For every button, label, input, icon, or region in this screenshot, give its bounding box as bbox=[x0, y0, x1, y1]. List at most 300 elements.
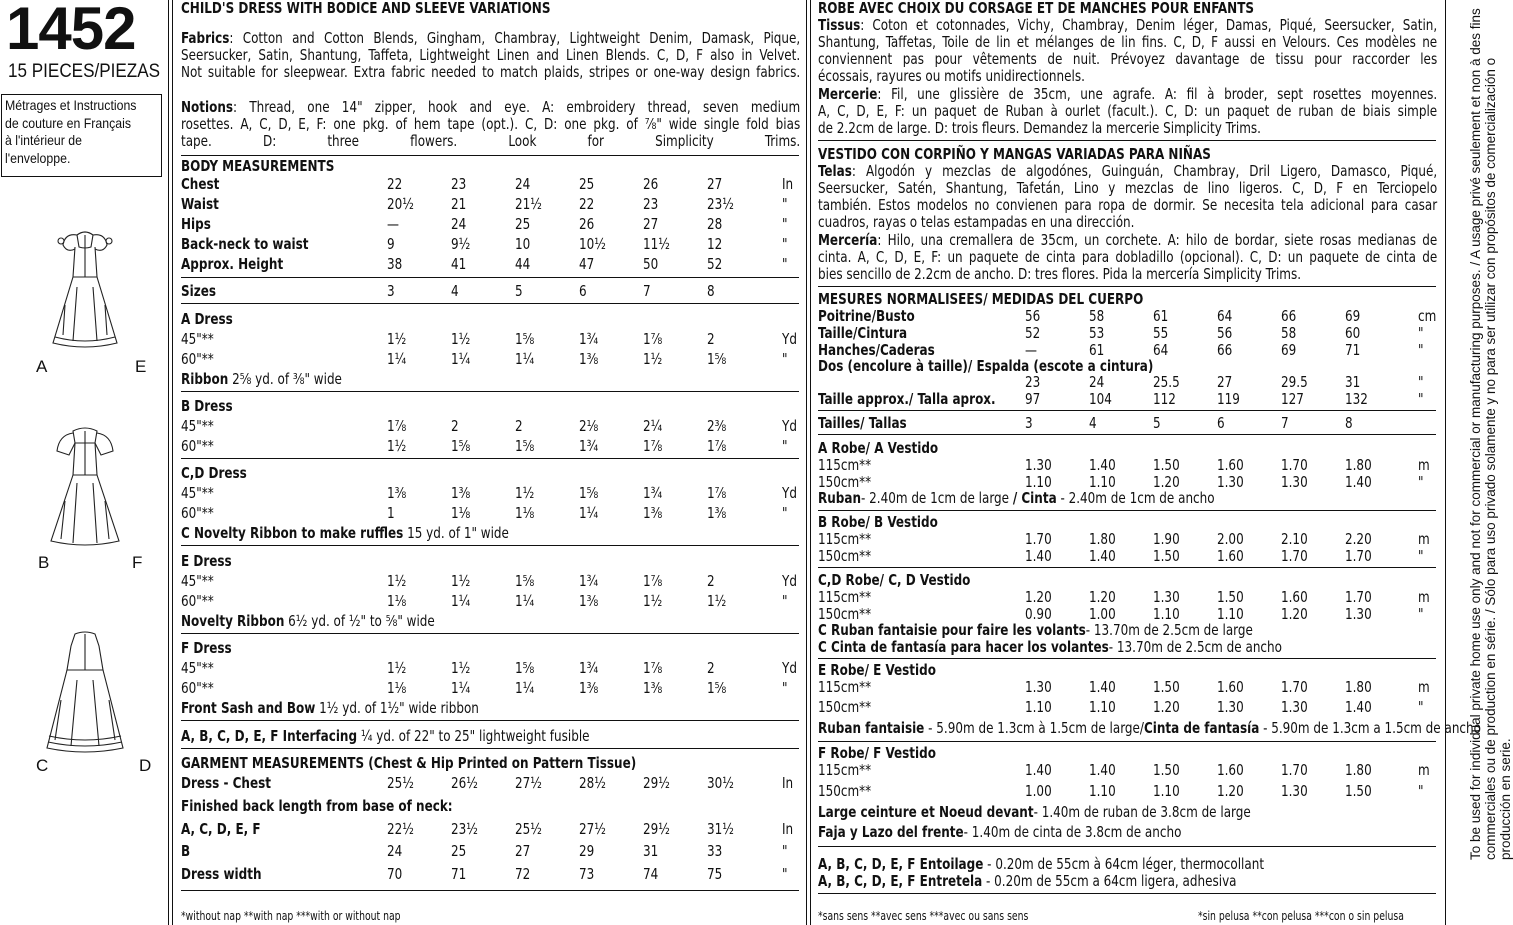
note-bold: Faja y Lazo del frente bbox=[818, 823, 964, 841]
unit: " bbox=[782, 437, 788, 455]
cell: 1½ bbox=[451, 659, 471, 677]
cell: 2 bbox=[515, 417, 523, 435]
paragraph-line bbox=[818, 232, 1437, 249]
cell: 1.80 bbox=[1345, 761, 1372, 779]
cell: 1.60 bbox=[1217, 547, 1244, 565]
note bbox=[818, 639, 1282, 656]
row-label: 45"** bbox=[181, 417, 214, 435]
cell: 2¼ bbox=[643, 417, 663, 435]
cell: 1¼ bbox=[515, 679, 535, 697]
cell: 38 bbox=[387, 255, 403, 273]
cell: 27 bbox=[643, 215, 659, 233]
cell: 25 bbox=[451, 842, 467, 860]
row-label: Approx. Height bbox=[181, 255, 284, 273]
note-text: - 5.90m de 1.3cm a 1.5cm de ancho bbox=[1259, 719, 1481, 737]
unit: " bbox=[782, 865, 788, 883]
cell: 1.60 bbox=[1217, 456, 1244, 474]
cell: 1.30 bbox=[1281, 782, 1308, 800]
paragraph-line bbox=[181, 30, 800, 47]
cell: 1.50 bbox=[1153, 456, 1180, 474]
cell: 1.30 bbox=[1281, 698, 1308, 716]
note-text: - 13.70m de 2.5cm de ancho bbox=[1108, 638, 1282, 656]
paragraph-label: Telas bbox=[818, 162, 852, 180]
cell: 72 bbox=[515, 865, 531, 883]
paragraph-line bbox=[818, 266, 1437, 283]
french-instructions-box bbox=[1, 94, 162, 177]
height-label: Taille approx./ Talla aprox. bbox=[818, 390, 996, 408]
rule bbox=[818, 741, 1436, 742]
divider bbox=[810, 0, 811, 925]
cell: 50 bbox=[643, 255, 659, 273]
cell: 1.20 bbox=[1153, 698, 1180, 716]
en-footnote: *without nap **with nap ***with or without nap bbox=[181, 909, 401, 923]
cell: 26 bbox=[579, 215, 595, 233]
unit: Yd bbox=[782, 659, 797, 677]
cell: 1⅜ bbox=[451, 484, 471, 502]
cell: 1.40 bbox=[1089, 678, 1116, 696]
cell: 1.10 bbox=[1089, 473, 1116, 491]
f-title: F Dress bbox=[181, 639, 232, 657]
french-box-line: Métrages et Instructions bbox=[5, 97, 137, 113]
cell: 132 bbox=[1345, 390, 1368, 408]
unit: " bbox=[782, 255, 788, 273]
cell: 52 bbox=[1025, 324, 1041, 342]
cell: 1⅝ bbox=[515, 572, 535, 590]
rule bbox=[818, 140, 1436, 141]
cell: 44 bbox=[515, 255, 531, 273]
size: 8 bbox=[707, 282, 715, 300]
note-text: - 0.20m de 55cm à 64cm léger, thermocollant bbox=[983, 855, 1265, 873]
a-title: A Dress bbox=[181, 310, 233, 328]
note-bold: C Ruban fantaisie pour faire les volants bbox=[818, 621, 1086, 639]
unit: " bbox=[782, 842, 788, 860]
note-text: 1½ yd. of 1½" wide ribbon bbox=[315, 699, 479, 717]
finished-label: Finished back length from base of neck: bbox=[181, 797, 453, 815]
cell: 1½ bbox=[387, 572, 407, 590]
cell: 1.80 bbox=[1345, 678, 1372, 696]
row-label: 150cm** bbox=[818, 473, 872, 491]
cell: 64 bbox=[1153, 341, 1169, 359]
cell: 10½ bbox=[579, 235, 606, 253]
cell: 9½ bbox=[451, 235, 471, 253]
row-label: Back-neck to waist bbox=[181, 235, 309, 253]
paragraph-text: Seersucker, Satén, Shantung, Tafetán, Lino y mezclas de lino ligeros. C, D, F en Terciopelo bbox=[818, 179, 1438, 197]
note bbox=[818, 804, 1251, 821]
dos-label: Dos (encolure à taille)/ Espalda (escote a cintura) bbox=[818, 357, 1154, 375]
metric-f-title: F Robe/ F Vestido bbox=[818, 744, 936, 762]
rule bbox=[181, 890, 799, 891]
cell: 1⅞ bbox=[707, 484, 727, 502]
note-bold: A, B, C, D, E, F Entoilage bbox=[818, 855, 984, 873]
cell: 1.30 bbox=[1025, 456, 1052, 474]
cell: 1.70 bbox=[1345, 547, 1372, 565]
cell: 1½ bbox=[515, 484, 535, 502]
rule bbox=[181, 458, 799, 459]
cell: 1½ bbox=[387, 330, 407, 348]
note-text: - 1.40m de ruban de 3.8cm de large bbox=[1033, 803, 1251, 821]
note-bold: Ruban fantaisie bbox=[818, 719, 925, 737]
note-bold: Large ceinture et Noeud devant bbox=[818, 803, 1034, 821]
cell: 1.50 bbox=[1345, 782, 1372, 800]
cell: 64 bbox=[1217, 307, 1233, 325]
row-label: 150cm** bbox=[818, 547, 872, 565]
paragraph-line bbox=[818, 68, 1437, 85]
cell: 28 bbox=[707, 215, 723, 233]
row-label: 45"** bbox=[181, 330, 214, 348]
unit: " bbox=[782, 235, 788, 253]
cell: 1.20 bbox=[1153, 473, 1180, 491]
unit: m bbox=[1418, 678, 1430, 696]
note bbox=[818, 490, 1215, 507]
note-text: ¼ yd. of 22" to 25" lightweight fusible bbox=[357, 727, 590, 745]
cell: 1½ bbox=[707, 592, 727, 610]
note-text: 6½ yd. of ½" to ⅝" wide bbox=[284, 612, 435, 630]
cell: 1.00 bbox=[1025, 782, 1052, 800]
cell: 58 bbox=[1089, 307, 1105, 325]
paragraph-line bbox=[818, 86, 1437, 103]
cell: 1⅞ bbox=[643, 330, 663, 348]
spanish-title: VESTIDO CON CORPIÑO Y MANGAS VARIADAS PARA NIÑAS bbox=[818, 145, 1211, 163]
size: 7 bbox=[643, 282, 651, 300]
cell: 2 bbox=[707, 659, 715, 677]
paragraph-text: Not suitable for sleepwear. Extra fabric needed to match plaids, stripes or one-way design fabrics. bbox=[181, 63, 801, 81]
paragraph-line bbox=[818, 17, 1437, 34]
row-label: Dress - Chest bbox=[181, 774, 271, 792]
metric-sizes-label: Tailles/ Tallas bbox=[818, 414, 907, 432]
unit: " bbox=[782, 195, 788, 213]
note-bold: C Novelty Ribbon to make ruffles bbox=[181, 524, 404, 542]
cell: 1⅝ bbox=[515, 659, 535, 677]
cell: 1.10 bbox=[1153, 605, 1180, 623]
cell: 28½ bbox=[579, 774, 606, 792]
cell: 1¼ bbox=[451, 592, 471, 610]
cell: 71 bbox=[1345, 341, 1361, 359]
cell: 25 bbox=[579, 175, 595, 193]
row-label: 60"** bbox=[181, 679, 214, 697]
cell: 29.5 bbox=[1281, 373, 1308, 391]
pieces-count: 15 PIECES/PIEZAS bbox=[8, 61, 161, 82]
cell: 1.60 bbox=[1217, 678, 1244, 696]
rule bbox=[181, 277, 799, 278]
row-label: Taille/Cintura bbox=[818, 324, 908, 342]
cell: 47 bbox=[579, 255, 595, 273]
cell: 97 bbox=[1025, 390, 1041, 408]
cell: 1.50 bbox=[1153, 761, 1180, 779]
size: 4 bbox=[1089, 414, 1097, 432]
size: 8 bbox=[1345, 414, 1353, 432]
cell: 21 bbox=[451, 195, 467, 213]
row-label: 45"** bbox=[181, 484, 214, 502]
paragraph-text: : Cotton and Cotton Blends, Gingham, Chambray, Lightweight Denim, Damask, Pique, bbox=[229, 29, 801, 47]
unit: " bbox=[1418, 324, 1424, 342]
note-bold: A, B, C, D, E, F Interfacing bbox=[181, 727, 358, 745]
es-footnote: *sin pelusa **con pelusa ***con o sin pelusa bbox=[1198, 909, 1404, 923]
unit: In bbox=[782, 774, 794, 792]
usage-note-line: commerciales ou de production en série. / Sólo para uso privado solamente y no para ser utilizar con propósitos de comercialización o producción en serie. bbox=[1483, 57, 1513, 860]
english-title: CHILD'S DRESS WITH BODICE AND SLEEVE VARIATIONS bbox=[181, 0, 551, 17]
pattern-number: 1452 bbox=[6, 0, 136, 62]
cell: 1¾ bbox=[579, 330, 599, 348]
dress-view-c-d bbox=[47, 632, 123, 752]
unit: " bbox=[782, 350, 788, 368]
cell: 27 bbox=[1217, 373, 1233, 391]
unit: Yd bbox=[782, 572, 797, 590]
french-box-line: de couture en Français bbox=[5, 114, 132, 131]
cell: 127 bbox=[1281, 390, 1304, 408]
size: 4 bbox=[451, 282, 459, 300]
note bbox=[181, 728, 590, 745]
cell: 1.60 bbox=[1217, 761, 1244, 779]
paragraph-line bbox=[818, 214, 1437, 231]
note-text: - 5.90m de 1.3cm à 1.5cm de large/ bbox=[924, 719, 1144, 737]
cell: 1.20 bbox=[1217, 782, 1244, 800]
row-label: 150cm** bbox=[818, 698, 872, 716]
rule bbox=[818, 567, 1436, 568]
view-label-b: B bbox=[38, 553, 50, 572]
unit: m bbox=[1418, 530, 1430, 548]
cell: 1¼ bbox=[387, 350, 407, 368]
metric-b-title: B Robe/ B Vestido bbox=[818, 513, 938, 531]
cell: 1.60 bbox=[1281, 588, 1308, 606]
cell: 25.5 bbox=[1153, 373, 1180, 391]
cell: 12 bbox=[707, 235, 723, 253]
cell: 1½ bbox=[451, 572, 471, 590]
row-label: 115cm** bbox=[818, 678, 872, 696]
cell: 1¾ bbox=[579, 659, 599, 677]
cell: — bbox=[1025, 341, 1037, 359]
garment-title: GARMENT MEASUREMENTS (Chest & Hip Printed on Pattern Tissue) bbox=[181, 754, 637, 772]
cell: 1⅞ bbox=[643, 437, 663, 455]
cell: 1.80 bbox=[1345, 456, 1372, 474]
cell: 1¾ bbox=[579, 437, 599, 455]
cell: 1.00 bbox=[1089, 605, 1116, 623]
cell: 1½ bbox=[643, 592, 663, 610]
cell: 1.40 bbox=[1089, 761, 1116, 779]
cell: 55 bbox=[1153, 324, 1169, 342]
view-label-c: C bbox=[36, 756, 49, 775]
note bbox=[818, 856, 1264, 873]
metric-cd-title: C,D Robe/ C, D Vestido bbox=[818, 571, 971, 589]
usage-note-line: To be used for individual private home use only and not for commercial or manufacturing purposes. / A usage privé seulement et non à des fins bbox=[1468, 8, 1483, 860]
paragraph-line bbox=[181, 99, 800, 116]
size: 6 bbox=[1217, 414, 1225, 432]
cell: 26 bbox=[643, 175, 659, 193]
cell: 1¼ bbox=[451, 350, 471, 368]
cell: 66 bbox=[1281, 307, 1297, 325]
cell: 1.30 bbox=[1345, 605, 1372, 623]
row-label: 115cm** bbox=[818, 588, 872, 606]
paragraph-text: : Hilo, una cremallera de 35cm, un corchete. A: hilo de bordar, siete rosas medianas de bbox=[877, 231, 1438, 249]
cell: 24 bbox=[1089, 373, 1105, 391]
paragraph-text: : Thread, one 14" zipper, hook and eye. A: embroidery thread, seven medium bbox=[233, 98, 801, 116]
cell: 30½ bbox=[707, 774, 734, 792]
cell: 27½ bbox=[515, 774, 542, 792]
paragraph-label: Mercería bbox=[818, 231, 878, 249]
paragraph-text: : Fil, une glissière de 35cm, une agrafe. A: fil à broder, sept rosettes moyennes. bbox=[877, 85, 1438, 103]
cell: 11½ bbox=[643, 235, 670, 253]
cell: 27 bbox=[707, 175, 723, 193]
cell: 1¼ bbox=[515, 592, 535, 610]
cell: 69 bbox=[1281, 341, 1297, 359]
view-label-f: F bbox=[132, 553, 143, 572]
rule bbox=[818, 286, 1436, 287]
cell: 25½ bbox=[515, 820, 542, 838]
french-title: ROBE AVEC CHOIX DU CORSAGE ET DE MANCHES POUR ENFANTS bbox=[818, 0, 1255, 17]
row-label: 60"** bbox=[181, 437, 214, 455]
cell: 56 bbox=[1025, 307, 1041, 325]
cell: 74 bbox=[643, 865, 659, 883]
paragraph-text: cinta. A, C, D, E, F: un paquete de cinta para dobladillo (opcional). C, D: un paquete de cinta de bbox=[818, 248, 1438, 266]
cell: 1⅝ bbox=[707, 679, 727, 697]
cell: 0.90 bbox=[1025, 605, 1052, 623]
cell: 31½ bbox=[707, 820, 734, 838]
rule bbox=[818, 658, 1436, 659]
row-label: 115cm** bbox=[818, 456, 872, 474]
row-label: B bbox=[181, 842, 191, 860]
paragraph-text: de 2.2cm de large. D: trois fleurs. Demandez la mercerie Simplicity Trims. bbox=[818, 119, 1261, 137]
view-label-e: E bbox=[135, 357, 147, 376]
paragraph-line bbox=[818, 249, 1437, 266]
cell: 1.70 bbox=[1025, 530, 1052, 548]
paragraph-text: Seersucker, Satin, Shantung, Taffeta, Lightweight Linen and Linen Blends. C, D, F also in Velvet. bbox=[181, 46, 801, 64]
paragraph-label: Mercerie bbox=[818, 85, 878, 103]
paragraph-line bbox=[818, 180, 1437, 197]
note-bold: Front Sash and Bow bbox=[181, 699, 316, 717]
note-bold: Cinta de fantasía bbox=[1143, 719, 1260, 737]
rule bbox=[818, 510, 1436, 511]
dress-view-a-e bbox=[53, 232, 117, 347]
cell: 1⅜ bbox=[579, 679, 599, 697]
cell: 1.30 bbox=[1153, 588, 1180, 606]
paragraph-line bbox=[181, 133, 800, 150]
note-bold: Ruban bbox=[818, 489, 861, 507]
cell: 1⅝ bbox=[707, 350, 727, 368]
cell: 24 bbox=[387, 842, 403, 860]
row-label: Waist bbox=[181, 195, 219, 213]
cell: 29½ bbox=[643, 820, 670, 838]
cell: 31 bbox=[1345, 373, 1361, 391]
cell: 1⅛ bbox=[451, 504, 471, 522]
cell: 1.30 bbox=[1217, 473, 1244, 491]
rule bbox=[181, 748, 799, 749]
note-bold: A, B, C, D, E, F Entretela bbox=[818, 872, 983, 890]
cell: 26½ bbox=[451, 774, 478, 792]
cell: 1½ bbox=[387, 437, 407, 455]
cell: 1⅝ bbox=[515, 437, 535, 455]
cell: 1.50 bbox=[1217, 588, 1244, 606]
row-label: Poitrine/Busto bbox=[818, 307, 915, 325]
row-label: Chest bbox=[181, 175, 220, 193]
paragraph-text: también. Estos modelos no convienen para ropa de dormir. Se necesita tela adicional para casar bbox=[818, 196, 1438, 214]
divider bbox=[172, 0, 173, 925]
note-text: 2⅝ yd. of ⅜" wide bbox=[228, 370, 342, 388]
cell: 2⅛ bbox=[579, 417, 599, 435]
view-label-d: D bbox=[139, 756, 152, 775]
divider bbox=[1445, 0, 1446, 925]
metric-title: MESURES NORMALISEES/ MEDIDAS DEL CUERPO bbox=[818, 290, 1144, 308]
rule bbox=[181, 391, 799, 392]
cell: 66 bbox=[1217, 341, 1233, 359]
cell: 29½ bbox=[643, 774, 670, 792]
cell: 24 bbox=[515, 175, 531, 193]
row-label: 45"** bbox=[181, 659, 214, 677]
cell: 112 bbox=[1153, 390, 1176, 408]
cell: 1.10 bbox=[1089, 698, 1116, 716]
unit: Yd bbox=[782, 484, 797, 502]
row-label: 115cm** bbox=[818, 761, 872, 779]
cell: 33 bbox=[707, 842, 723, 860]
cell: 1.70 bbox=[1281, 547, 1308, 565]
note bbox=[181, 700, 479, 717]
note bbox=[181, 525, 509, 542]
cell: 23½ bbox=[707, 195, 734, 213]
cell: 1½ bbox=[451, 330, 471, 348]
cell: 23½ bbox=[451, 820, 478, 838]
cell: 1⅞ bbox=[387, 417, 407, 435]
cell: 2.10 bbox=[1281, 530, 1308, 548]
cell: 2 bbox=[451, 417, 459, 435]
size: 6 bbox=[579, 282, 587, 300]
cell: 1.70 bbox=[1345, 588, 1372, 606]
note-bold: / Cinta bbox=[1012, 489, 1057, 507]
cell: 1¼ bbox=[515, 350, 535, 368]
unit: " bbox=[1418, 698, 1424, 716]
unit: In bbox=[782, 175, 794, 193]
cell: 1¾ bbox=[579, 572, 599, 590]
rule bbox=[818, 893, 1436, 894]
note-text: 15 yd. of 1" wide bbox=[403, 524, 509, 542]
unit: " bbox=[782, 215, 788, 233]
unit: " bbox=[1418, 473, 1424, 491]
cell: 1.20 bbox=[1281, 605, 1308, 623]
cell: 1.30 bbox=[1217, 698, 1244, 716]
unit: " bbox=[1418, 341, 1424, 359]
unit: " bbox=[1418, 373, 1424, 391]
cell: 1.40 bbox=[1089, 456, 1116, 474]
unit: " bbox=[1418, 390, 1424, 408]
cell: 1.70 bbox=[1281, 678, 1308, 696]
cell: 2 bbox=[707, 330, 715, 348]
cell: 23 bbox=[1025, 373, 1041, 391]
cell: 1.50 bbox=[1153, 547, 1180, 565]
cell: 1⅞ bbox=[707, 437, 727, 455]
cell: 75 bbox=[707, 865, 723, 883]
note-bold: Ribbon bbox=[181, 370, 229, 388]
cell: 2 bbox=[707, 572, 715, 590]
note-text: - 0.20m de 55cm a 64cm ligera, adhesiva bbox=[982, 872, 1237, 890]
cell: 1.40 bbox=[1025, 761, 1052, 779]
cell: 1½ bbox=[643, 350, 663, 368]
paragraph-line bbox=[181, 116, 800, 133]
note bbox=[818, 622, 1253, 639]
unit: Yd bbox=[782, 417, 797, 435]
note-text: - 13.70m de 2.5cm de large bbox=[1085, 621, 1253, 639]
rule bbox=[181, 633, 799, 634]
cell: 24 bbox=[451, 215, 467, 233]
paragraph-text: rosettes. A, C, D, E, F: one pkg. of hem tape (opt.). C, D: one pkg. of ⅞" wide single fold bias bbox=[181, 115, 801, 133]
note-bold: C Cinta de fantasía para hacer los volantes bbox=[818, 638, 1109, 656]
cell: 71 bbox=[451, 865, 467, 883]
note-bold: Novelty Ribbon bbox=[181, 612, 285, 630]
cell: 1⅜ bbox=[579, 350, 599, 368]
rule bbox=[181, 303, 799, 304]
note bbox=[181, 613, 435, 630]
cell: 1.40 bbox=[1345, 698, 1372, 716]
unit: " bbox=[782, 504, 788, 522]
cd-title: C,D Dress bbox=[181, 464, 247, 482]
row-label: Dress width bbox=[181, 865, 262, 883]
cell: 61 bbox=[1153, 307, 1169, 325]
